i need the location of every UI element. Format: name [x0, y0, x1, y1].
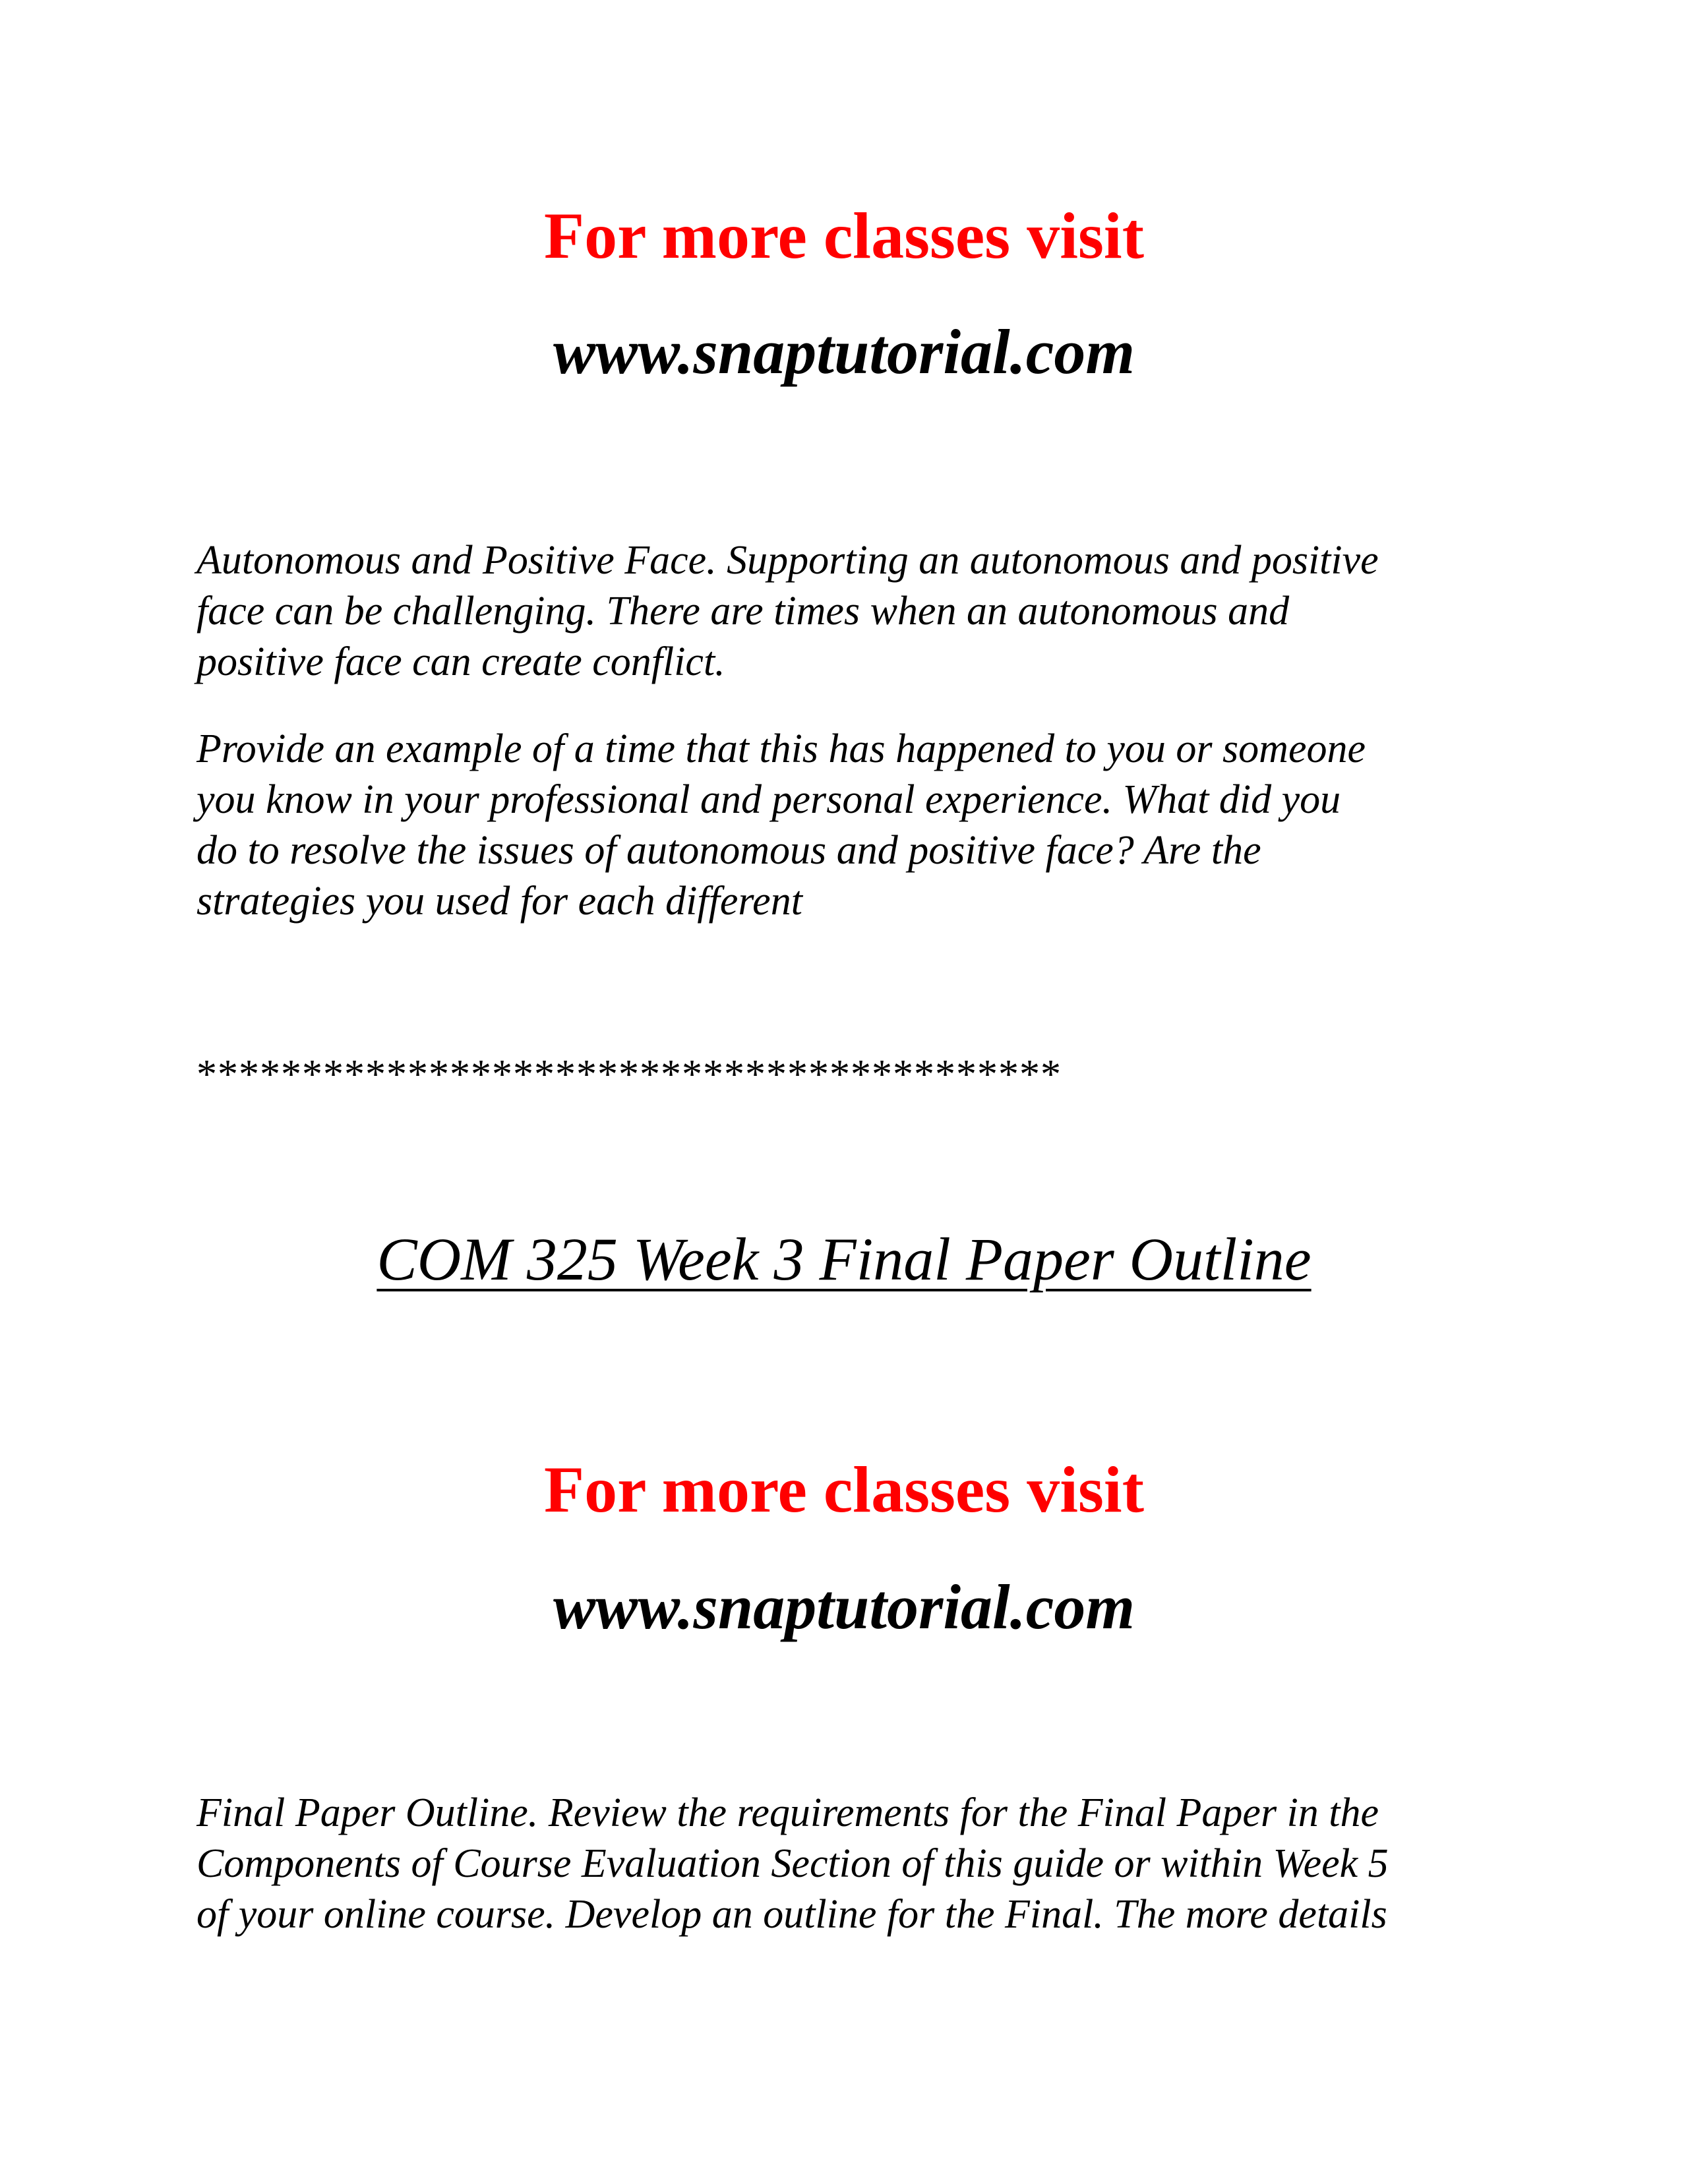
- paragraph-line: you know in your professional and personal experience. What did you: [196, 777, 1341, 822]
- paragraph-line: positive face can create conflict.: [196, 639, 725, 684]
- paragraph-line: Final Paper Outline. Review the requirements for the Final Paper in the: [196, 1790, 1379, 1835]
- paragraph-provide-example: [196, 724, 1515, 927]
- paragraph-final-paper-outline: [196, 1788, 1515, 1940]
- section-title: [0, 1220, 1688, 1299]
- paragraph-line: Components of Course Evaluation Section of this guide or within Week 5: [196, 1841, 1389, 1886]
- promo-url-bottom: www.snaptutorial.com: [553, 1572, 1135, 1642]
- paragraph-autonomous-positive-face: [196, 535, 1515, 688]
- paragraph-line: face can be challenging. There are times when an autonomous and: [196, 589, 1290, 634]
- paragraph-line: Provide an example of a time that this has happened to you or someone: [196, 726, 1366, 771]
- paragraph-line: strategies you used for each different: [196, 879, 802, 924]
- asterisk-separator: *****************************************: [196, 1052, 1062, 1097]
- promo-heading-top: For more classes visit: [543, 199, 1144, 272]
- promo-url-top: www.snaptutorial.com: [553, 316, 1135, 387]
- paragraph-line: Autonomous and Positive Face. Supporting an autonomous and positive: [196, 538, 1379, 583]
- paragraph-line: do to resolve the issues of autonomous and positive face? Are the: [196, 828, 1261, 873]
- promo-heading-bottom: For more classes visit: [543, 1453, 1144, 1526]
- paragraph-line: of your online course. Develop an outline for the Final. The more details: [196, 1892, 1387, 1937]
- section-title-text: COM 325 Week 3 Final Paper Outline: [377, 1225, 1311, 1293]
